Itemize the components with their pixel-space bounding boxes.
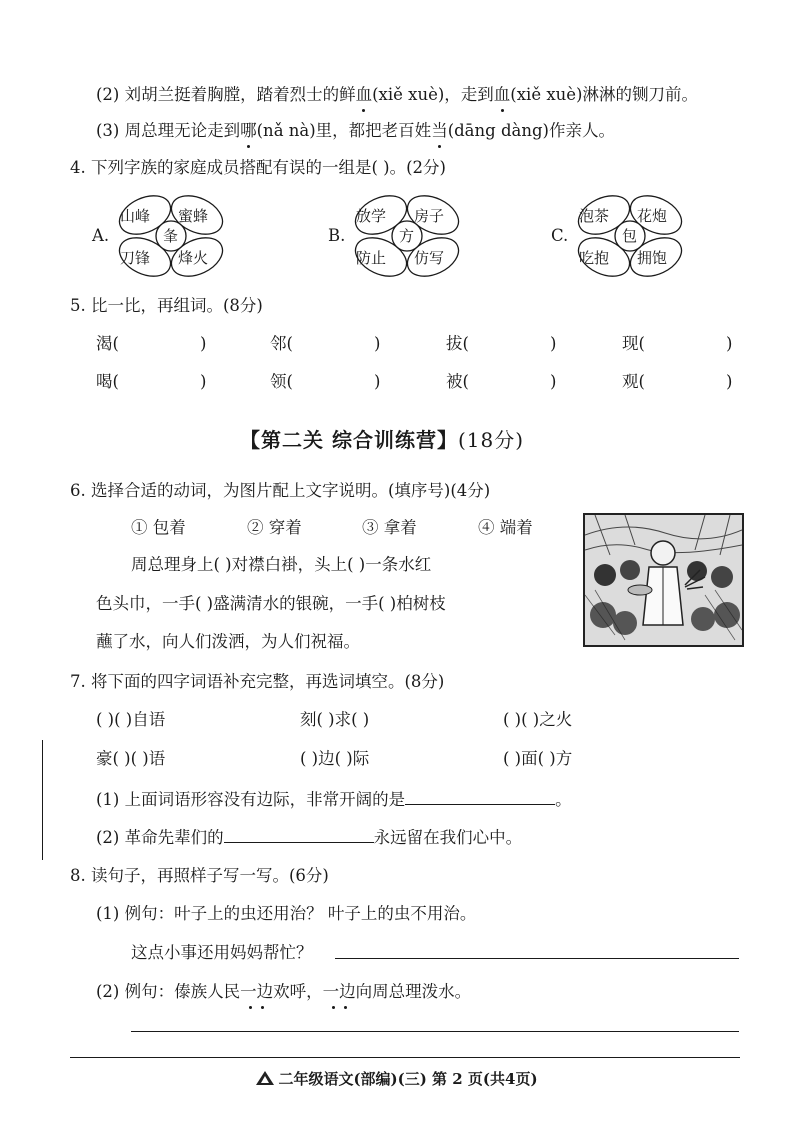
q4-center-char: 包 [622, 227, 638, 245]
q5-word-open: 拔( [446, 334, 469, 353]
q6-choice-2: ② 穿着 [247, 518, 302, 537]
margin-mark [42, 740, 43, 860]
publisher-logo-icon [256, 1071, 274, 1089]
q7-idiom-1: ( )( )自语 [96, 710, 166, 729]
dotted-char: 哪 [240, 121, 257, 140]
q7-idiom-6: ( )面( )方 [503, 749, 573, 768]
q5-word-close: ) [550, 372, 557, 391]
q5-word-close: ) [200, 334, 207, 353]
answer-blank[interactable] [224, 828, 374, 843]
q5-word-open: 渴( [96, 334, 119, 353]
answer-line-2[interactable] [131, 1031, 739, 1032]
q7-idiom-2: 刻( )求( ) [300, 710, 370, 729]
q6-line-1: 周总理身上( )对襟白褂，头上( )一条水红 [131, 555, 432, 574]
dotted-char: 血 [355, 85, 373, 104]
illustration-sketch [585, 515, 742, 645]
q6-stem: 6. 选择合适的动词，为图片配上文字说明。(填序号)(4分) [70, 481, 491, 500]
q3-item-3: (3) 周总理无论走到哪(nǎ nà)里，都把老百姓当(dāng dàng)作亲人。 [96, 121, 615, 140]
q5-word-open: 喝( [96, 372, 119, 391]
dotted-char: 当 [431, 121, 448, 140]
q4-flower-diagram [352, 195, 462, 277]
q7-idiom-3: ( )( )之火 [503, 710, 573, 729]
illustration-zhou-enlai-water-festival [583, 513, 744, 647]
q5-word-open: 现( [622, 334, 645, 353]
q4-petal-word: 仿写 [414, 249, 445, 267]
q6-line-3: 蘸了水，向人们泼洒，为人们祝福。 [96, 632, 360, 651]
q6-line-2: 色头巾，一手( )盛满清水的银碗，一手( )柏树枝 [96, 594, 446, 613]
q4-petal-word: 放学 [356, 207, 387, 225]
q5-word-close: ) [200, 372, 207, 391]
q4-petal-word: 防止 [356, 249, 387, 267]
q4-petal-word: 花炮 [637, 207, 668, 225]
q8-stem: 8. 读句子，再照样子写一写。(6分) [70, 866, 329, 885]
q5-word-close: ) [374, 372, 381, 391]
q5-word-close: ) [726, 334, 733, 353]
q4-petal-word: 烽火 [178, 249, 209, 267]
q6-choice-4: ④ 端着 [478, 518, 533, 537]
section-title: 【第二关 综合训练营】(18分) [240, 428, 525, 452]
q4-option-label: B. [328, 226, 346, 245]
q4-flower-diagram [575, 195, 685, 277]
q8-example-1: (1) 例句：叶子上的虫还用治？ 叶子上的虫不用治。 [96, 904, 477, 923]
q5-word-open: 观( [622, 372, 645, 391]
footer-rule [70, 1057, 740, 1058]
q5-word-open: 被( [446, 372, 469, 391]
q4-petal-word: 泡茶 [579, 207, 610, 225]
q4-option-label: C. [551, 226, 569, 245]
answer-line-1[interactable] [335, 958, 739, 959]
q8-task-1: 这点小事还用妈妈帮忙？ [131, 943, 313, 962]
q6-choice-1: ① 包着 [131, 518, 186, 537]
q7-sub-2: (2) 革命先辈们的 永远留在我们心中。 [96, 828, 523, 847]
dotted-char: 血 [493, 85, 511, 104]
emphasis-word: 一边 [240, 982, 274, 1001]
q5-word-close: ) [726, 372, 733, 391]
q4-petal-word: 刀锋 [120, 249, 151, 267]
footer: 二年级语文(部编)(三) 第 2 页(共4页) [0, 1068, 794, 1089]
q4-center-char: 夆 [163, 227, 179, 245]
q7-stem: 7. 将下面的四字词语补充完整，再选词填空。(8分) [70, 672, 445, 691]
q4-center-char: 方 [399, 227, 415, 245]
q5-word-close: ) [374, 334, 381, 353]
q4-stem: 4. 下列字族的家庭成员搭配有误的一组是( )。(2分) [70, 158, 446, 177]
q7-idiom-5: ( )边( )际 [300, 749, 370, 768]
q7-sub-1: (1) 上面词语形容没有边际，非常开阔的是 。 [96, 790, 572, 809]
q6-choice-3: ③ 拿着 [362, 518, 417, 537]
q5-word-open: 领( [270, 372, 293, 391]
q5-word-open: 邻( [270, 334, 293, 353]
q5-word-close: ) [550, 334, 557, 353]
q4-petal-word: 拥饱 [637, 249, 668, 267]
q4-petal-word: 房子 [414, 207, 445, 225]
q4-flower-diagram [116, 195, 226, 277]
q4-petal-word: 吃抱 [579, 249, 610, 267]
q7-idiom-4: 豪( )( )语 [96, 749, 166, 768]
emphasis-word: 一边 [322, 982, 356, 1001]
q4-petal-word: 蜜蜂 [178, 207, 209, 225]
q5-stem: 5. 比一比，再组词。(8分) [70, 296, 263, 315]
q4-option-label: A. [92, 226, 110, 245]
answer-blank[interactable] [405, 790, 555, 805]
q3-item-2: (2) 刘胡兰挺着胸膛，踏着烈士的鲜血(xiě xuè)，走到血(xiě xuè)淋淋的铡刀前。 [96, 85, 698, 104]
q4-petal-word: 山峰 [120, 207, 151, 225]
q8-example-2: (2) 例句：傣族人民一边欢呼，一边向周总理泼水。 [96, 982, 472, 1001]
